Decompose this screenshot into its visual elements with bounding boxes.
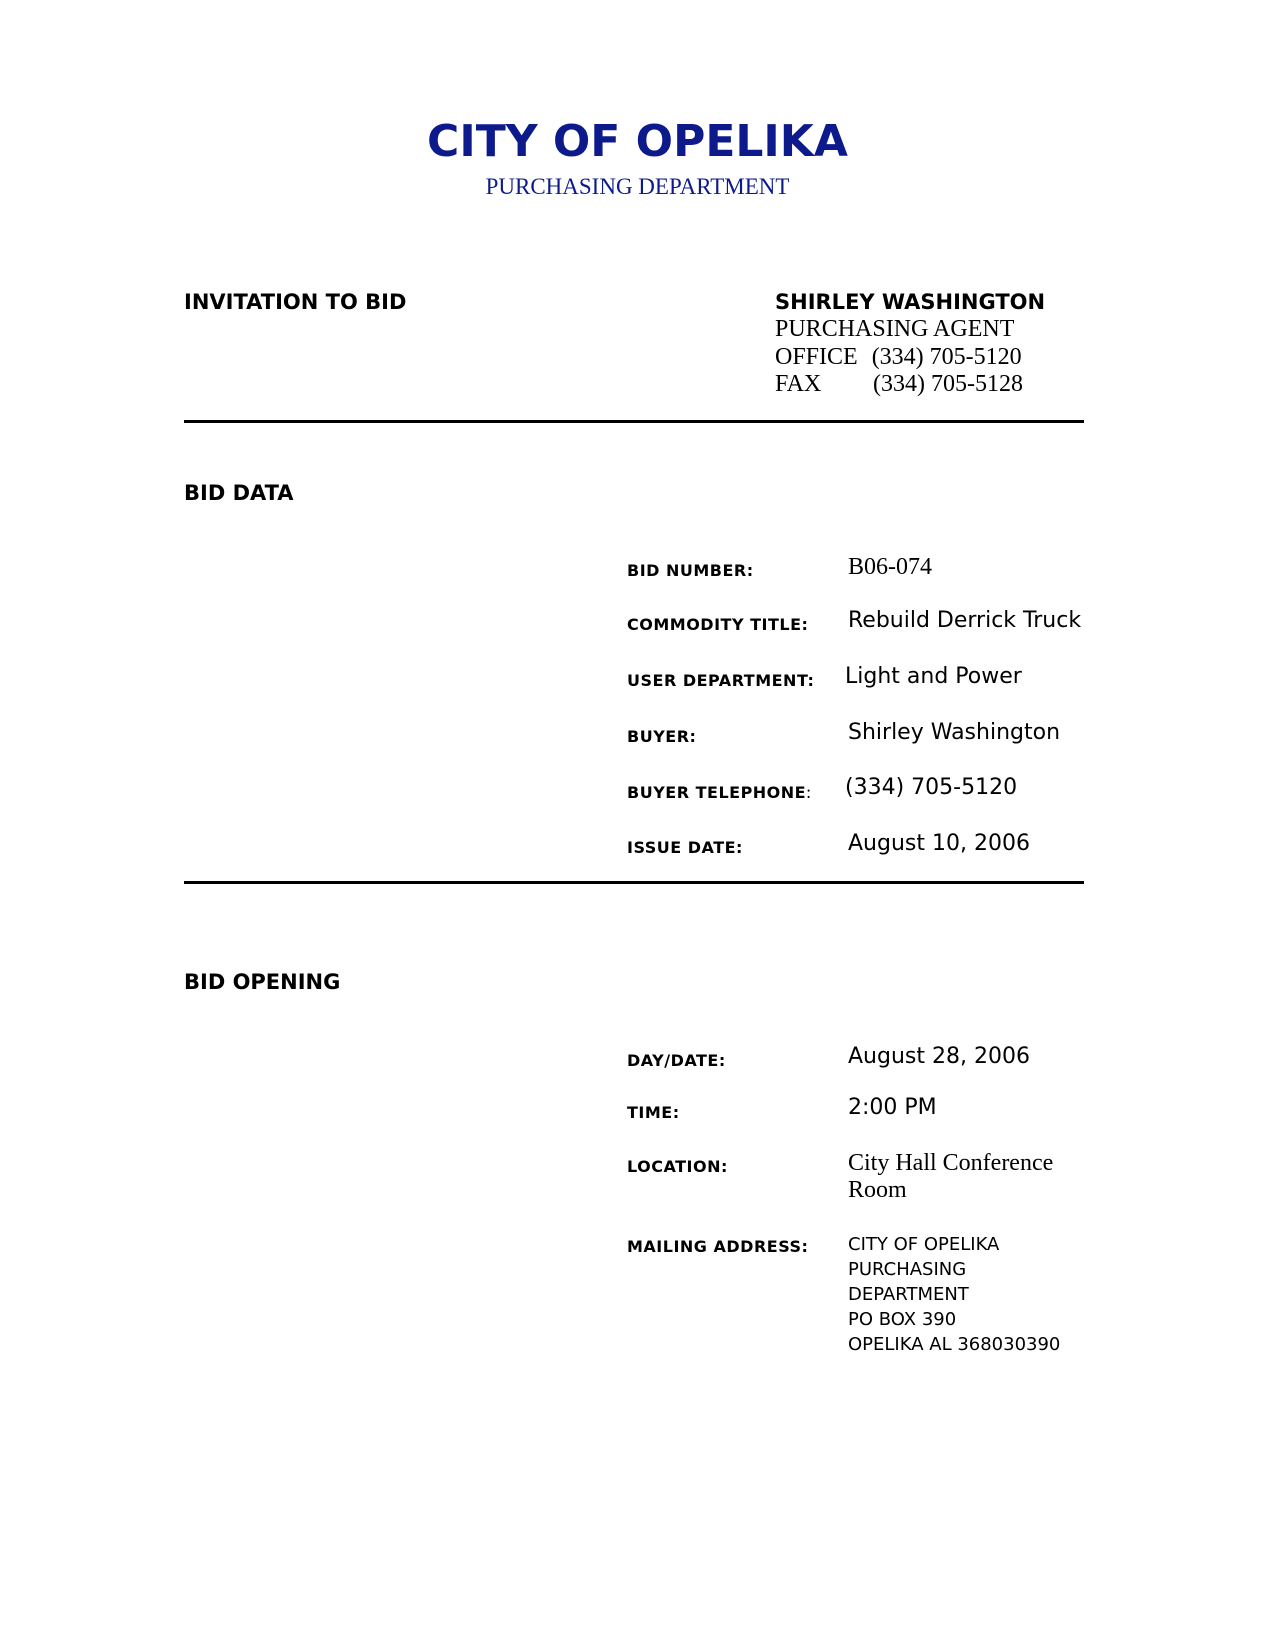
location-value: City Hall Conference Room: [848, 1150, 1054, 1203]
fax-phone: (334) 705-5128: [873, 371, 1023, 397]
divider-top: [184, 420, 1084, 423]
issue-date-value: August 10, 2006: [848, 831, 1030, 856]
bid-number-value: B06-074: [848, 554, 932, 580]
user-department-value: Light and Power: [845, 664, 1022, 689]
office-phone: (334) 705-5120: [871, 344, 1022, 370]
buyer-telephone-colon: :: [806, 782, 812, 802]
buyer-telephone-label-row: [627, 782, 812, 803]
mailing-address: [848, 1232, 1088, 1357]
agent-name: SHIRLEY WASHINGTON: [775, 290, 1046, 314]
mailing-address-line: PO BOX 390: [848, 1309, 957, 1330]
organization-name: CITY OF OPELIKA: [427, 116, 848, 167]
bid-data-heading: BID DATA: [184, 481, 294, 505]
mailing-address-line: CITY OF OPELIKA: [848, 1234, 1000, 1255]
mailing-address-line: PURCHASING DEPARTMENT: [848, 1259, 969, 1305]
invitation-title: INVITATION TO BID: [184, 290, 407, 314]
commodity-title-label: COMMODITY TITLE:: [627, 615, 809, 634]
agent-title: PURCHASING AGENT: [775, 316, 1015, 342]
buyer-telephone-value: (334) 705-5120: [845, 775, 1018, 800]
day-date-value: August 28, 2006: [848, 1044, 1030, 1069]
bid-opening-heading: BID OPENING: [184, 970, 341, 994]
mailing-address-label: MAILING ADDRESS:: [627, 1237, 809, 1256]
department-name: PURCHASING DEPARTMENT: [485, 174, 790, 199]
commodity-title-value: Rebuild Derrick Truck: [848, 608, 1082, 633]
buyer-telephone-label: BUYER TELEPHONE: [627, 783, 807, 802]
buyer-value: Shirley Washington: [848, 720, 1061, 745]
mailing-address-line: OPELIKA AL 368030390: [848, 1334, 1061, 1355]
bid-number-label: BID NUMBER:: [627, 561, 754, 580]
fax-label: FAX: [775, 371, 822, 397]
day-date-label: DAY/DATE:: [627, 1051, 726, 1070]
office-label: OFFICE: [775, 344, 858, 370]
time-value: 2:00 PM: [848, 1095, 937, 1120]
user-department-label: USER DEPARTMENT:: [627, 671, 815, 690]
fax-phone-row: [775, 371, 1023, 398]
location-label: LOCATION:: [627, 1157, 728, 1176]
time-label: TIME:: [627, 1103, 680, 1122]
buyer-label: BUYER:: [627, 727, 697, 746]
divider-bottom: [184, 881, 1084, 884]
office-phone-row: [775, 344, 1022, 371]
issue-date-label: ISSUE DATE:: [627, 838, 743, 857]
